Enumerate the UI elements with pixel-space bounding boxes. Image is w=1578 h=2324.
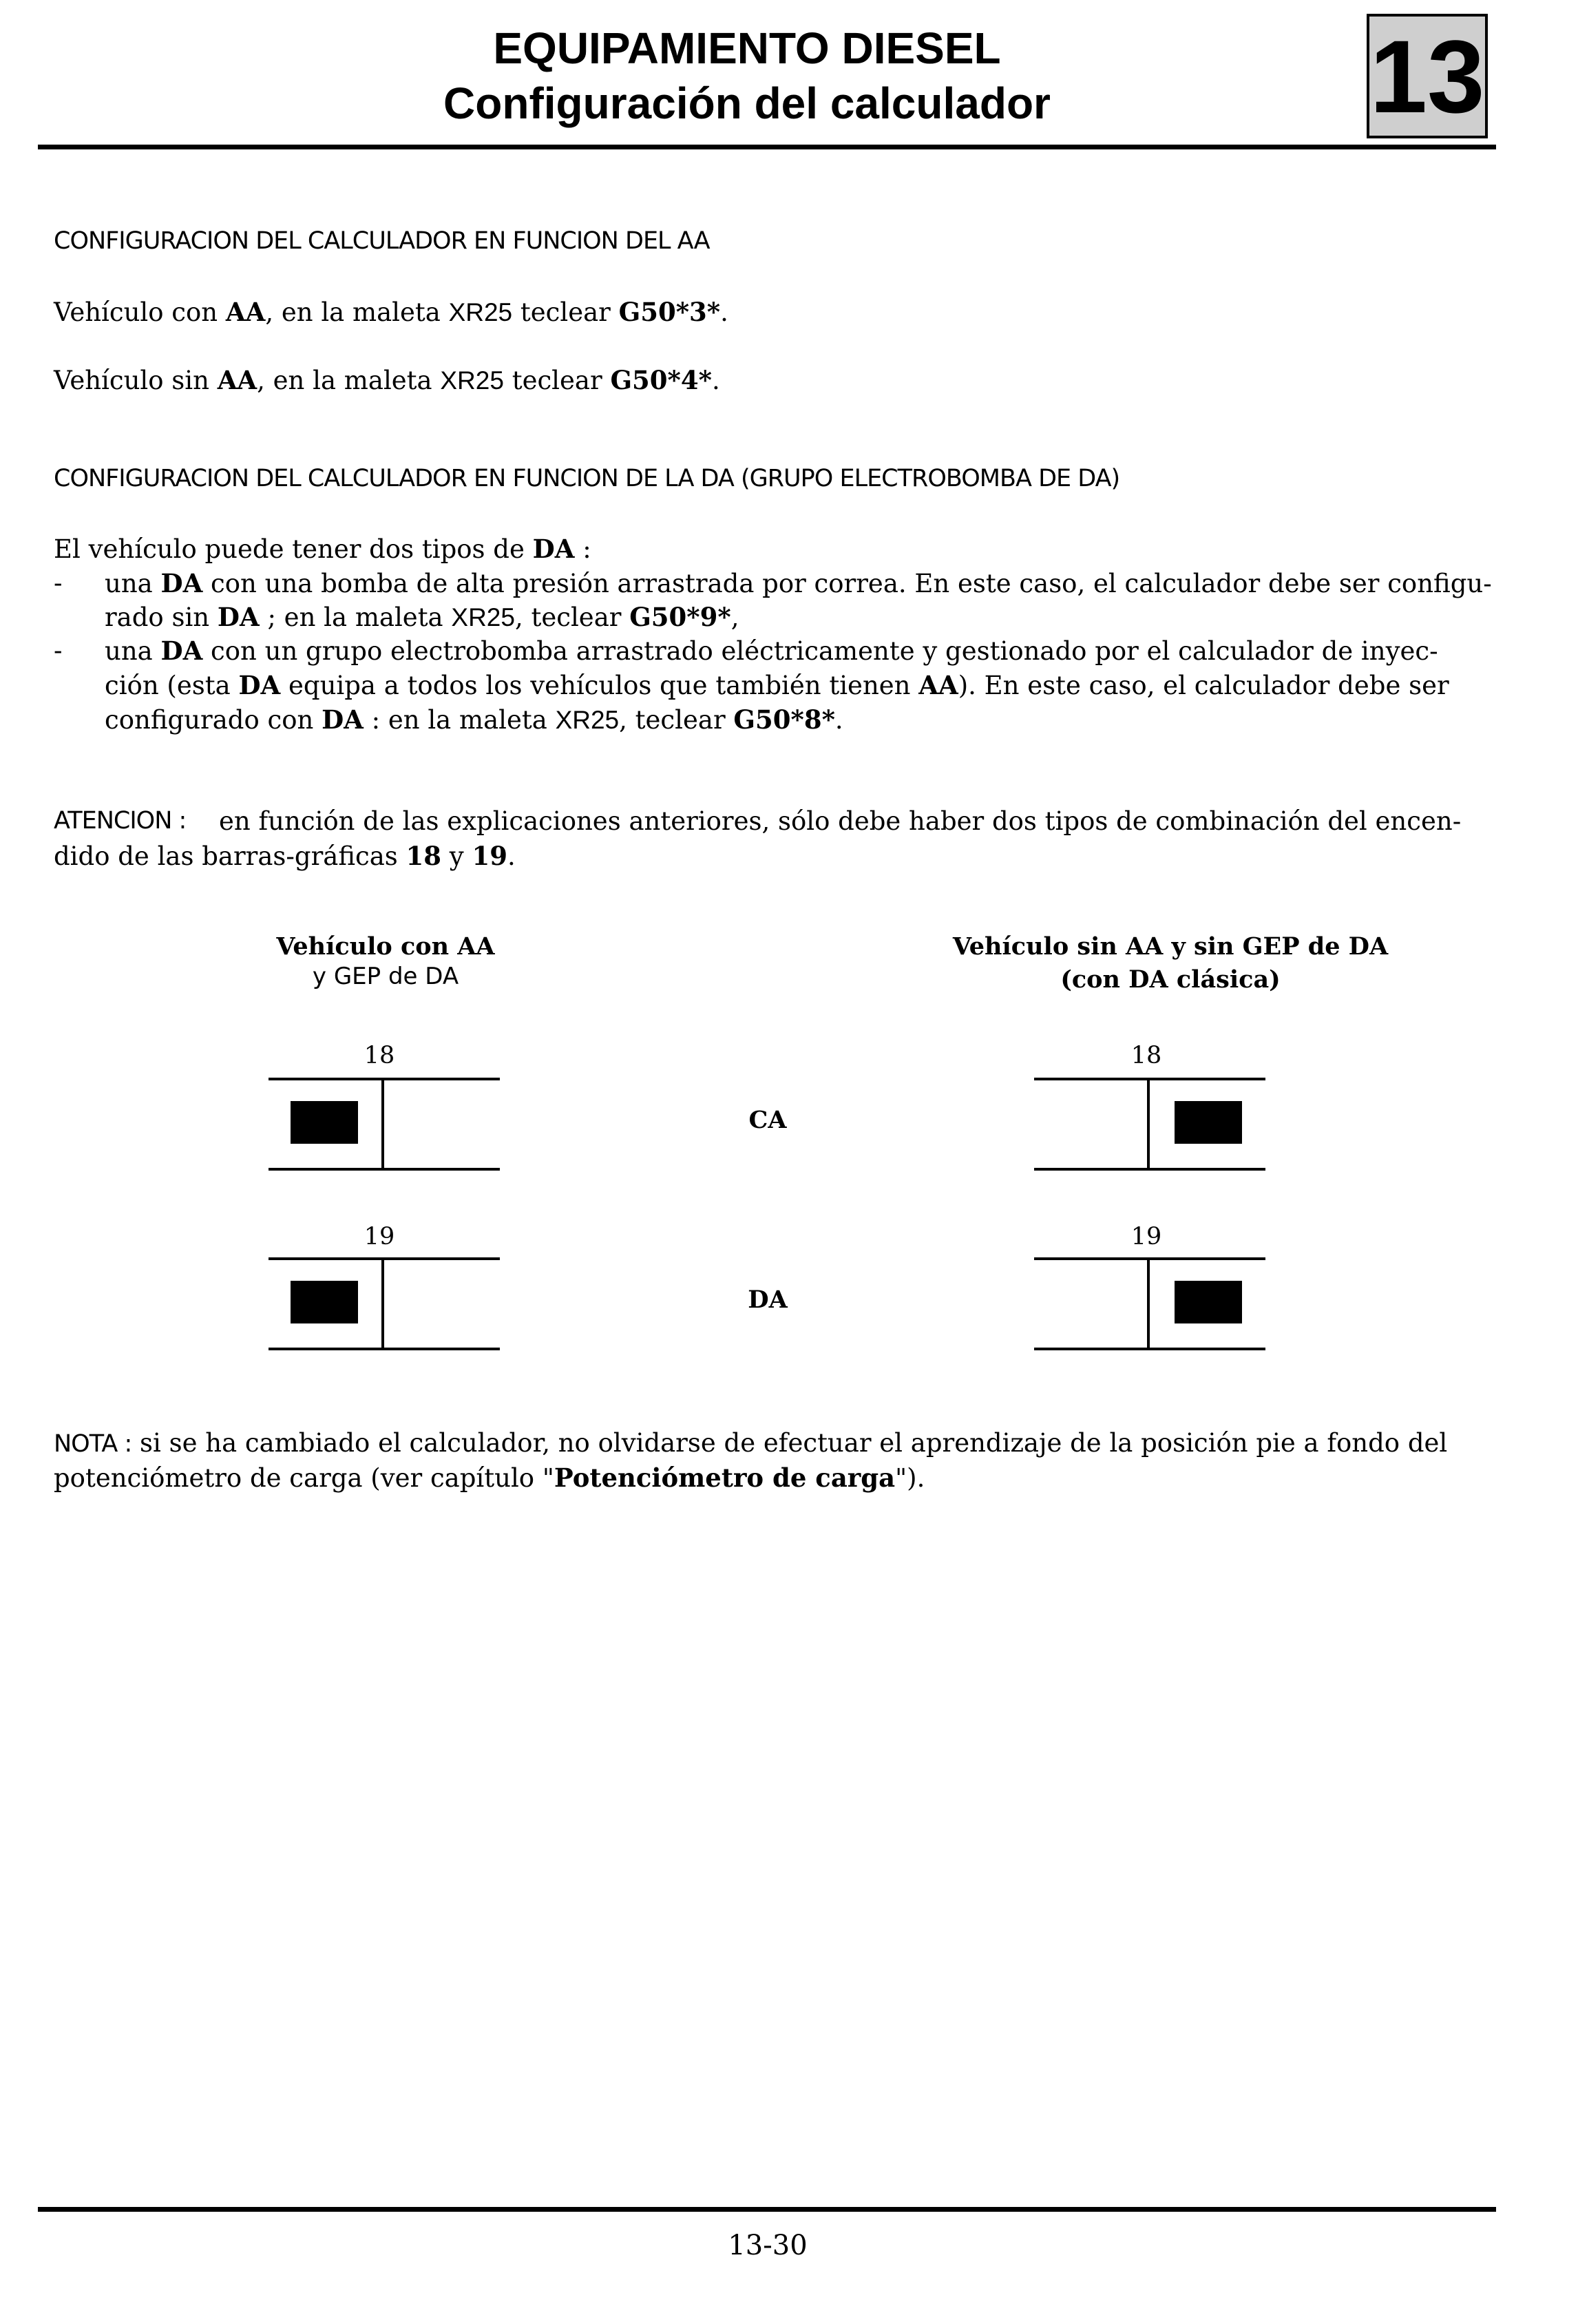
bullet-2-line-1: una DA con un grupo electrobomba arrastrado eléctricamente y gestionado por el calculador de inyec- — [105, 636, 1438, 666]
bullet-1-line-2: rado sin DA ; en la maleta XR25, teclear G50*9*, — [105, 602, 739, 632]
atencion-line-2: dido de las barras-gráficas 18 y 19. — [54, 841, 516, 871]
bar-divider — [381, 1080, 384, 1168]
header-rule — [38, 145, 1496, 149]
bullet-2-line-3: configurado con DA : en la maleta XR25, teclear G50*8*. — [105, 704, 843, 735]
bullet-2-line-2: ción (esta DA equipa a todos los vehículos que también tienen AA). En este caso, el calculador debe ser — [105, 670, 1449, 700]
chapter-number: 13 — [1369, 19, 1485, 134]
left-column-subtitle: y GEP de DA — [312, 963, 459, 990]
bar-divider — [1147, 1080, 1150, 1168]
bar-graph-19-right — [1034, 1257, 1265, 1350]
row-label-ca: CA — [748, 1106, 787, 1134]
paragraph-da-intro: El vehículo puede tener dos tipos de DA : — [54, 534, 591, 564]
bar-number-18-left: 18 — [364, 1042, 395, 1069]
bar-number-19-left: 19 — [364, 1223, 395, 1250]
atencion-line-1: en función de las explicaciones anteriores, sólo debe haber dos tipos de combinación del encen- — [219, 806, 1462, 836]
bar-graph-19-left — [269, 1257, 500, 1350]
section-heading-aa: CONFIGURACION DEL CALCULADOR EN FUNCION DEL AA — [54, 227, 710, 255]
lit-segment — [291, 1101, 358, 1144]
bullet-dash-2: - — [54, 636, 63, 665]
lit-segment — [1175, 1281, 1242, 1323]
bullet-1-line-1: una DA con una bomba de alta presión arrastrada por correa. En este caso, el calculador debe ser configu- — [105, 568, 1492, 598]
row-label-da: DA — [748, 1286, 788, 1314]
title-line-2: Configuración del calculador — [443, 78, 1051, 128]
lit-segment — [1175, 1101, 1242, 1144]
paragraph-without-aa: Vehículo sin AA, en la maleta XR25 teclear G50*4*. — [54, 365, 720, 395]
footer-rule — [38, 2207, 1496, 2212]
lit-segment — [291, 1281, 358, 1323]
right-column-title: Vehículo sin AA y sin GEP de DA (con DA clásica) — [952, 932, 1389, 994]
chapter-number-badge — [1367, 14, 1488, 138]
paragraph-with-aa: Vehículo con AA, en la maleta XR25 teclear G50*3*. — [54, 297, 728, 327]
title-line-1: EQUIPAMIENTO DIESEL — [493, 23, 1001, 73]
bar-graph-18-left — [269, 1078, 500, 1171]
bar-divider — [381, 1260, 384, 1348]
atencion-label: ATENCION : — [54, 807, 187, 835]
page-number: 13-30 — [728, 2230, 808, 2261]
left-column-title: Vehículo con AA — [276, 932, 495, 961]
nota-line-1: NOTA : si se ha cambiado el calculador, no olvidarse de efectuar el aprendizaje de la posición pie a fondo del — [54, 1428, 1448, 1458]
bar-graph-18-right — [1034, 1078, 1265, 1171]
section-heading-da: CONFIGURACION DEL CALCULADOR EN FUNCION DE LA DA (GRUPO ELECTROBOMBA DE DA) — [54, 465, 1120, 492]
bullet-dash-1: - — [54, 568, 63, 598]
nota-line-2: potenciómetro de carga (ver capítulo "Potenciómetro de carga"). — [54, 1463, 925, 1493]
bar-number-19-right: 19 — [1130, 1223, 1162, 1250]
page-title — [0, 21, 1494, 131]
bar-divider — [1147, 1260, 1150, 1348]
bar-number-18-right: 18 — [1130, 1042, 1162, 1069]
